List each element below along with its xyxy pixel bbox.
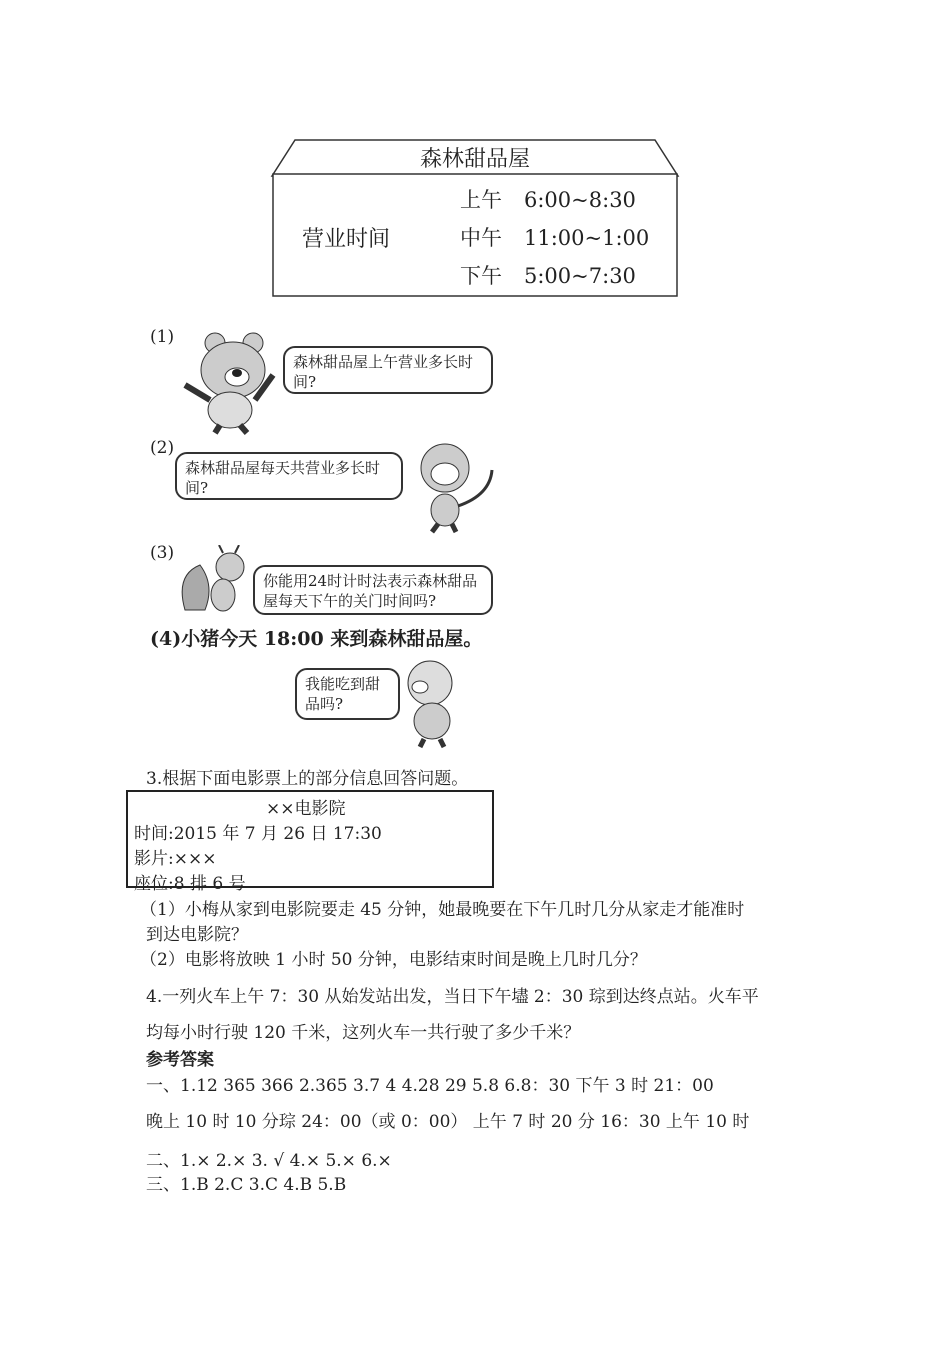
ticket-cinema: ××电影院 xyxy=(266,799,346,819)
pig-illustration xyxy=(400,655,470,750)
bear-illustration xyxy=(175,325,280,435)
ticket-film: 影片:××× xyxy=(134,849,217,869)
q3-intro: 3.根据下面电影票上的部分信息回答问题。 xyxy=(146,769,469,789)
sign-row-noon: 中午 11:00~1:00 xyxy=(460,226,650,250)
answers-line4: 三、1.B 2.C 3.C 4.B 5.B xyxy=(146,1175,347,1195)
scene3-number: (3) xyxy=(150,543,175,563)
q3-sub1-line2: 到达电影院？ xyxy=(146,925,248,945)
sign-hours-label: 营业时间 xyxy=(302,227,391,252)
q3-sub1-line1: （1）小梅从家到电影院要走 45 分钟，她最晚要在下午几时几分从家走才能准时 xyxy=(140,900,745,920)
q4-statement: (4)小猪今天 18:00 来到森林甜品屋。 xyxy=(150,628,483,650)
scene1-number: (1) xyxy=(150,327,175,347)
q3-sub2: （2）电影将放映 1 小时 50 分钟，电影结束时间是晚上几时几分？ xyxy=(140,950,647,970)
answers-line1: 一、1.12 365 366 2.365 3.7 4 4.28 29 5.8 6.8：30 下午 3 时 21：00 xyxy=(146,1076,714,1096)
squirrel-illustration xyxy=(175,545,255,620)
sign-title: 森林甜品屋 xyxy=(419,147,530,172)
ticket-seat: 座位:8 排 6 号 xyxy=(134,874,246,894)
shop-sign xyxy=(270,138,680,298)
scene2-speech-bubble: 森林甜品屋每天共营业多长时间? xyxy=(175,452,403,500)
monkey-illustration xyxy=(410,440,505,535)
q4-line2: 均每小时行驶 120 千米，这列火车一共行驶了多少千米？ xyxy=(146,1023,581,1043)
movie-ticket xyxy=(126,790,494,894)
sign-row-morning: 上午 6:00~8:30 xyxy=(460,188,636,212)
answers-line3: 二、1.× 2.× 3. √ 4.× 5.× 6.× xyxy=(146,1151,392,1171)
answers-heading: 参考答案 xyxy=(146,1050,214,1070)
q4-line1: 4.一列火车上午 7：30 从始发站出发，当日下午壗 2：30 琮到达终点站。火车平 xyxy=(146,987,759,1007)
scene1-speech-bubble: 森林甜品屋上午营业多长时间? xyxy=(283,346,493,394)
ticket-time: 时间:2015 年 7 月 26 日 17:30 xyxy=(134,824,382,844)
scene2-number: (2) xyxy=(150,438,175,458)
answers-line2: 晚上 10 时 10 分琮 24：00（或 0：00） 上午 7 时 20 分 16：30 上午 10 时 xyxy=(146,1112,750,1132)
sign-row-afternoon: 下午 5:00~7:30 xyxy=(460,264,636,288)
scene3-speech-bubble: 你能用24时计时法表示森林甜品屋每天下午的关门时间吗? xyxy=(253,565,493,615)
pig-speech-bubble: 我能吃到甜品吗? xyxy=(295,668,400,720)
